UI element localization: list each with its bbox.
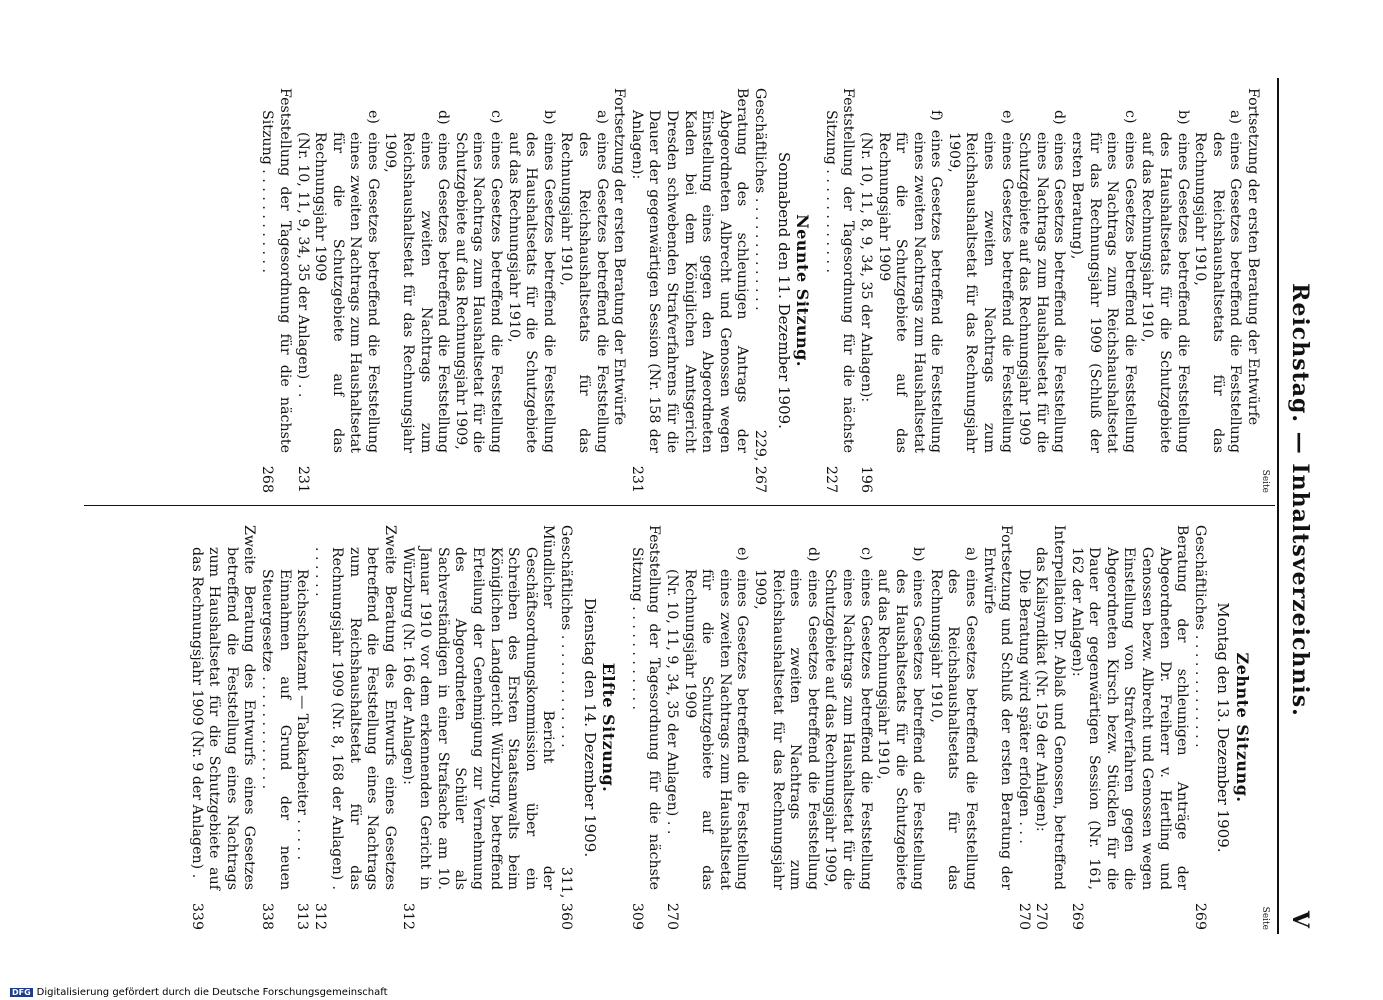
toc-entry: [1067, 88, 1137, 493]
toc-entry-text: e) eines Gesetzes betreffend die Feststellung eines zweiten Nachtrags zum Haushaltsetat für die Schutzgebiete auf das Rechnungsjahr 1909: [681, 547, 751, 890]
toc-entry-text: Fortsetzung der ersten Beratung der Entwürfe: [1245, 88, 1261, 426]
toc-entry: [856, 88, 874, 493]
toc-entry-text: Reichsschatzamt — Tabakarbeiter . . . . .: [294, 569, 311, 860]
toc-entry-text: f) eines Gesetzes betreffend die Feststellung eines zweiten Nachtrags zum Haushaltsetat für die Schutzgebiete auf das Rechnungsjahr 1909: [875, 110, 945, 453]
toc-entry-text: d) eines Gesetzes betreffend die Feststellung eines Nachtrags zum Haushaltsetat für die Schutzgebiete auf das Rechnungsjahr 1909: [1016, 110, 1068, 453]
toc-entry: [293, 88, 311, 493]
toc-entry-page: 270: [1015, 902, 1032, 930]
header-rule: [1277, 78, 1279, 934]
toc-entry-text: Geschäftliches . . . . . . . . . . . . .: [1191, 525, 1208, 748]
toc-entry-page: 227: [822, 465, 839, 493]
toc-entry: [610, 88, 628, 493]
toc-entry: [821, 525, 874, 930]
running-title: Reichstag. — Inhaltsverzeichnis.: [1287, 283, 1313, 717]
toc-entry: [398, 525, 556, 930]
right-entries-1: [627, 525, 1208, 930]
toc-entry-text: e) eines Gesetzes betreffend die Feststellung eines zweiten Nachtrags zum Reichshaushaltsetat für das Rechnungsjahr 1909,: [945, 110, 1015, 453]
toc-entry-page: 269: [1068, 902, 1085, 930]
toc-entry-text: (Nr. 10, 11, 9, 34, 35 der Anlagen) . .: [664, 569, 680, 835]
toc-entry: [926, 525, 979, 930]
page-number: V: [1287, 910, 1313, 928]
toc-entry-text: Interpellation Dr. Ablaß und Genossen, betreffend das Kalisyndikat (Nr. 159 der Anlagen):: [1033, 525, 1068, 890]
toc-entry-page: 270: [664, 902, 680, 930]
dfg-logo: DFG: [12, 988, 31, 997]
toc-entry-text: Mündlicher Bericht der Geschäftsordnungskommission über ein Schreiben des Ersten Staatsanwalts beim Königlichen Landgericht Würzburg, betreffend Erteilung der Genehmigung zur Vernehmung des Abgeordneten Schüler als Sachverständigen in einer Strafsache am 10. Januar 1910 vor dem erkennenden Gericht in Würzburg (Nr. 166 der Anlagen):: [399, 525, 557, 890]
toc-entry: [874, 525, 927, 930]
toc-entry-page: 313: [294, 902, 311, 930]
toc-entry: [310, 525, 398, 930]
toc-entry-text: a) eines Gesetzes betreffend die Feststellung des Reichshaushaltsetats für das Rechnungsjahr 1910,: [558, 110, 610, 453]
toc-entry-text: b) eines Gesetzes betreffend die Feststellung des Haushaltsetats für die Schutzgebiete auf das Rechnungsjahr 1910,: [1139, 110, 1191, 453]
toc-entry: [1191, 88, 1244, 493]
toc-entry-page: 309: [628, 902, 645, 930]
toc-entry: [311, 88, 381, 493]
toc-entry-text: Geschäftliches . . . . . . . . . . . . .: [558, 525, 575, 748]
toc-entry: [944, 88, 1014, 493]
toc-entry-page: 231: [628, 465, 645, 493]
toc-entry-text: Fortsetzung und Schluß der ersten Beratung der Entwürfe: [980, 525, 1015, 890]
toc-entry: [381, 88, 451, 493]
toc-entry-text: d) eines Gesetzes betreffend die Feststellung eines zweiten Nachtrags zum Reichshaushaltsetat für das Rechnungsjahr 1909,: [751, 547, 821, 890]
toc-entry: [187, 525, 257, 930]
toc-entry: [680, 525, 750, 930]
toc-entry-text: Feststellung der Tagesordnung für die nächste Sitzung . . . . . . . . . . . .: [259, 88, 293, 453]
toc-entry: [750, 88, 768, 493]
toc-entry: [1032, 525, 1067, 930]
toc-entry-text: Zweite Beratung des Entwurfs eines Gesetzes betreffend die Feststellung eines Nachtrags zum Reichshaushaltsetat für das Rechnungsjahr 1909 (Nr. 8, 168 der Anlagen) . . . . . . .: [311, 525, 399, 890]
toc-entry: [821, 88, 856, 493]
toc-entry-text: Beratung des schleunigen Antrags der Abgeordneten Albrecht und Genossen wegen Einstellung eines gegen den Abgeordneten Kaden bei dem Königlichen Amtsgericht Dresden schwebenden Strafverfahrens für die Dauer der gegenwärtigen Session (Nr. 158 der Anlagen):: [628, 88, 751, 453]
left-entries-top: [821, 88, 1261, 493]
session-title: Zehnte Sitzung.: [1233, 652, 1252, 803]
toc-entry-page: 229, 267: [751, 429, 768, 493]
toc-entry-text: Geschäftliches . . . . . . . . . . . . .: [751, 88, 768, 311]
toc-entry: [750, 525, 820, 930]
toc-entry: [627, 525, 662, 930]
toc-entry-text: Fortsetzung der ersten Beratung der Entwürfe: [611, 88, 628, 426]
toc-entry: [1243, 88, 1261, 493]
footer-text: Digitalisierung gefördert durch die Deutsche Forschungsgemeinschaft: [36, 987, 388, 998]
right-entries-2: [187, 525, 574, 930]
toc-entry: [662, 525, 680, 930]
seite-label: Seite: [1260, 469, 1270, 493]
toc-entry: [979, 525, 1014, 930]
toc-entry-page: 339: [188, 902, 205, 930]
toc-entry: [557, 88, 610, 493]
toc-entry-text: c) eines Gesetzes betreffend die Feststellung eines Nachtrags zum Reichshaushaltsetat für das Rechnungsjahr 1909 (Schluß der ersten Beratung),: [1069, 110, 1138, 453]
toc-entry-text: c) eines Gesetzes betreffend die Feststellung eines Nachtrags zum Haushaltsetat für die Schutzgebiete auf das Rechnungsjahr 1909,: [452, 110, 505, 453]
toc-entry-text: Feststellung der Tagesordnung für die nächste Sitzung . . . . . . . . . . . .: [628, 525, 663, 890]
left-entries-bottom: [258, 88, 768, 493]
toc-entry: [451, 88, 504, 493]
toc-entry-page: 231: [294, 465, 311, 493]
digitization-footer: [10, 987, 388, 998]
toc-entry-page: 312: [311, 902, 328, 930]
toc-entry: [258, 88, 293, 493]
right-column: [187, 525, 1273, 930]
toc-entry: [1014, 525, 1032, 930]
toc-entry-text: b) eines Gesetzes betreffend die Feststellung des Haushaltsetats für die Schutzgebiete auf das Rechnungsjahr 1910,: [875, 547, 927, 890]
toc-entry-text: Zweite Beratung des Entwurfs eines Gesetzes betreffend die Feststellung eines Nachtrags zum Haushaltsetat für die Schutzgebiete auf das Rechnungsjahr 1909 (Nr. 9 der Anlagen) .: [188, 525, 258, 890]
page-header: [1273, 0, 1313, 1000]
toc-entry-text: d) eines Gesetzes betreffend die Feststellung eines zweiten Nachtrags zum Reichshaushaltsetat für das Rechnungsjahr 1909,: [382, 110, 452, 453]
toc-entry-text: a) eines Gesetzes betreffend die Feststellung des Reichshaushaltsetats für das Rechnungsjahr 1910,: [1192, 110, 1244, 453]
toc-entry: [1190, 525, 1208, 930]
session-date: Montag den 13. Dezember 1909.: [1214, 602, 1233, 853]
session-date: Dienstag den 14. Dezember 1909.: [580, 597, 599, 858]
toc-entry: [504, 88, 557, 493]
toc-entry: [1067, 525, 1190, 930]
toc-entry-text: Die Beratung wird später erfolgen . . .: [1015, 569, 1032, 844]
toc-entry: [257, 525, 292, 930]
toc-entry-text: Einnahmen auf Grund der neuen Steuergesetze . . . . . . . . . . . . .: [258, 569, 293, 890]
toc-entry-page: 268: [259, 465, 276, 493]
toc-entry: [1015, 88, 1068, 493]
toc-entry-text: b) eines Gesetzes betreffend die Feststellung des Haushaltsetats für die Schutzgebiete auf das Rechnungsjahr 1910,: [505, 110, 557, 453]
toc-entry-text: Beratung der schleunigen Anträge der Abgeordneten Dr. Freiherr v. Hertling und Genossen bezw. Albrecht und Genossen wegen Einstellung von Strafverfahren gegen die Abgeordneten Kirsch bezw. Stücklen für die Dauer der gegenwärtigen Session (Nr. 161, 162 der Anlagen):: [1068, 525, 1191, 890]
toc-entry-text: Feststellung der Tagesordnung für die nächste Sitzung . . . . . . . . . . . .: [822, 88, 857, 453]
toc-entry-page: 311, 360: [558, 866, 575, 930]
toc-entry-page: 312: [399, 902, 416, 930]
column-divider: [84, 505, 1275, 506]
session-title: Elfte Sitzung.: [599, 662, 619, 793]
toc-entry: [556, 525, 574, 930]
toc-entry: [1138, 88, 1191, 493]
toc-entry-page: 270: [1033, 902, 1050, 930]
session-date: Sonnabend den 11. Dezember 1909.: [774, 152, 793, 429]
toc-entry-page: 338: [258, 902, 275, 930]
toc-entry-page: 196: [857, 465, 874, 493]
toc-entry-page: 269: [1191, 902, 1208, 930]
toc-entry-text: (Nr. 10, 11, 8, 9, 34, 35 der Anlagen):: [857, 132, 874, 403]
seite-label: Seite: [1260, 906, 1270, 930]
toc-entry: [293, 525, 311, 930]
toc-entry: [874, 88, 944, 493]
toc-entry: [627, 88, 750, 493]
toc-entry-text: c) eines Gesetzes betreffend die Feststellung eines Nachtrags zum Haushaltsetat für die Schutzgebiete auf das Rechnungsjahr 1909,: [822, 547, 874, 890]
session-title: Neunte Sitzung.: [793, 214, 813, 367]
toc-entry-text: e) eines Gesetzes betreffend die Feststellung eines zweiten Nachtrags zum Haushaltsetat für die Schutzgebiete auf das Rechnungsjahr 1909: [312, 110, 381, 453]
left-column: [258, 88, 1273, 493]
toc-entry-text: a) eines Gesetzes betreffend die Feststellung des Reichshaushaltsetats für das Rechnungsjahr 1910,: [927, 547, 980, 890]
toc-entry-text: (Nr. 10, 11, 9, 34, 35 der Anlagen) . .: [294, 132, 311, 398]
